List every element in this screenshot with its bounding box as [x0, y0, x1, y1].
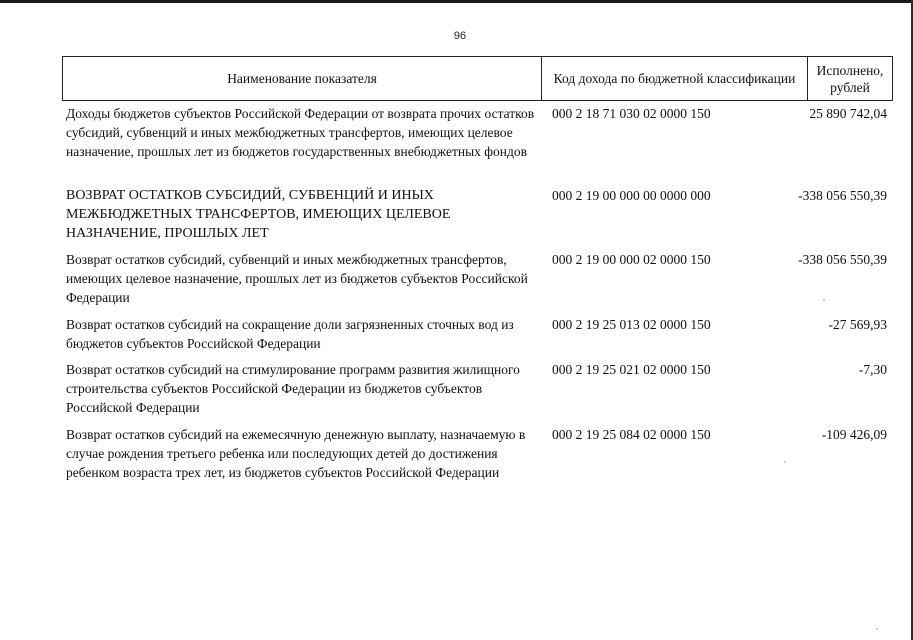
scan-speck [784, 461, 786, 463]
top-edge-rule [0, 0, 913, 3]
header-value: Исполнено, рублей [807, 57, 892, 100]
row-value: -7,30 [858, 362, 887, 377]
row-value: -338 056 550,39 [798, 252, 887, 267]
row-code: 000 2 19 25 013 02 0000 150 [552, 317, 711, 332]
row-name: Возврат остатков субсидий на ежемесячную денежную выплату, назначаемую в случае рождения третьего ребенка или последующих детей до достижения ребенком возраста трех лет, из бюджетов субъектов Российской Федерации [66, 427, 526, 480]
row-code: 000 2 18 71 030 02 0000 150 [552, 106, 711, 121]
header-code: Код дохода по бюджетной классификации [541, 57, 807, 100]
row-value: -27 569,93 [828, 317, 887, 332]
row-value: 25 890 742,04 [809, 106, 887, 121]
row-code: 000 2 19 00 000 02 0000 150 [552, 252, 711, 267]
row-value: -109 426,09 [821, 427, 887, 442]
row-value: -338 056 550,39 [798, 188, 887, 203]
row-name: Возврат остатков субсидий, субвенций и иных межбюджетных трансфертов, имеющих целевое назначение, прошлых лет из бюджетов субъектов Российской Федерации [66, 252, 528, 305]
table-header [62, 56, 893, 101]
scan-speck [876, 628, 878, 630]
row-name: ВОЗВРАТ ОСТАТКОВ СУБСИДИЙ, СУБВЕНЦИЙ И ИНЫХ МЕЖБЮДЖЕТНЫХ ТРАНСФЕРТОВ, ИМЕЮЩИХ ЦЕЛЕВОЕ НАЗНАЧЕНИЕ, ПРОШЛЫХ ЛЕТ [66, 188, 451, 241]
row-name: Возврат остатков субсидий на сокращение доли загрязненных сточных вод из бюджетов субъектов Российской Федерации [66, 317, 514, 351]
row-name: Доходы бюджетов субъектов Российской Федерации от возврата прочих остатков субсидий, субвенций и иных межбюджетных трансфертов, имеющих целевое назначение, прошлых лет из бюджетов государственных внебюджетных фондов [66, 106, 535, 159]
row-code: 000 2 19 00 000 00 0000 000 [552, 188, 711, 203]
row-name: Возврат остатков субсидий на стимулирование программ развития жилищного строительства субъектов Российской Федерации из бюджетов субъектов Российской Федерации [66, 362, 520, 415]
row-code: 000 2 19 25 021 02 0000 150 [552, 362, 711, 377]
page-number: 96 [453, 30, 467, 42]
scan-speck [823, 299, 825, 301]
row-code: 000 2 19 25 084 02 0000 150 [552, 427, 711, 442]
header-name: Наименование показателя [227, 71, 377, 86]
